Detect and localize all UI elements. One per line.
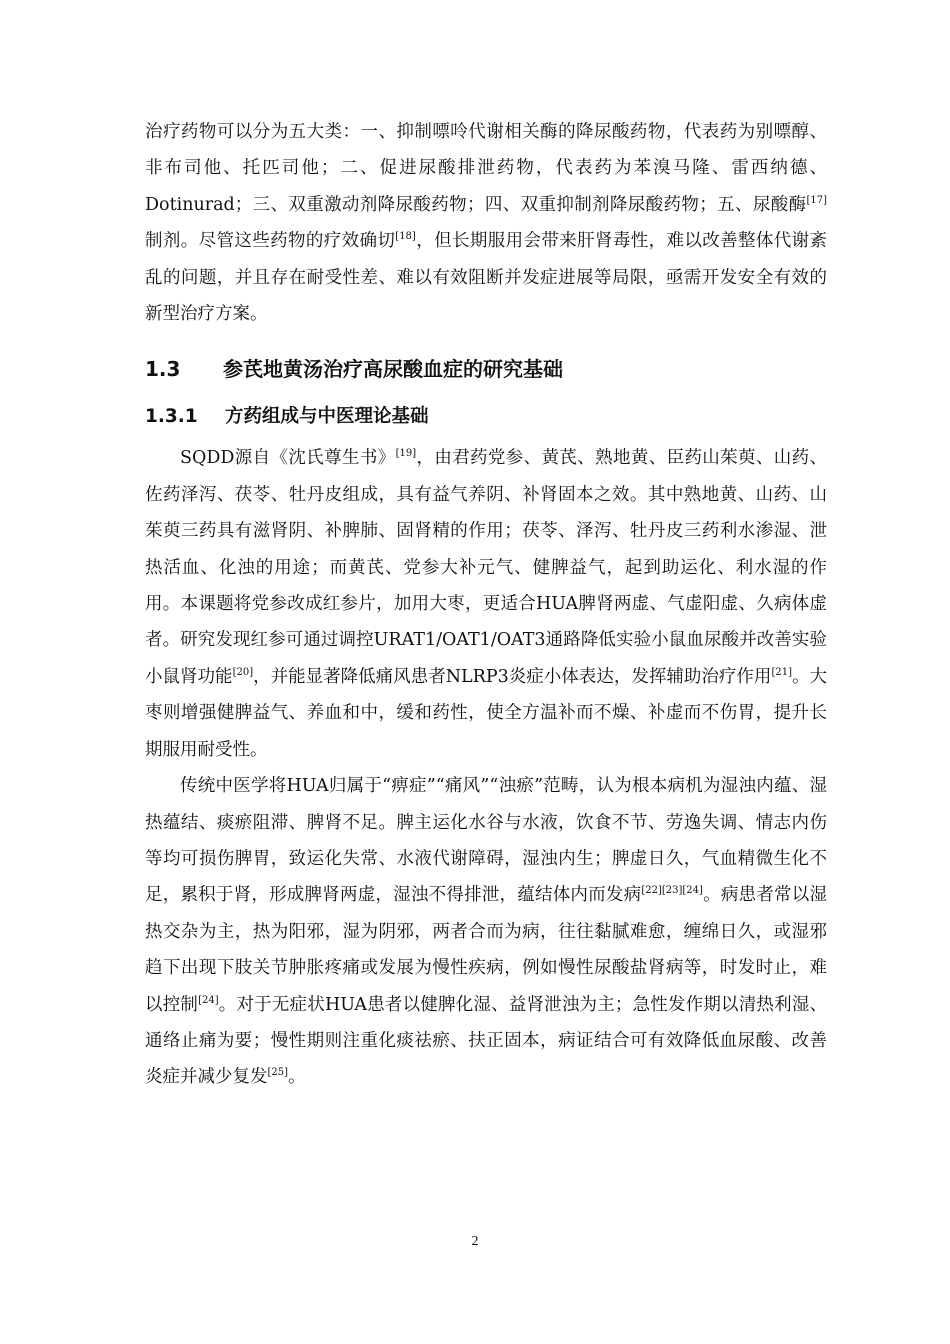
paragraph-formula-composition bbox=[145, 440, 827, 768]
citation-ref[interactable]: [17] bbox=[806, 194, 827, 206]
paragraph-text: 。对于无症状HUA患者以健脾化湿、益肾泄浊为主；急性发作期以清热利湿、通络止痛为要；慢性期则注重化痰祛瘀、扶正固本，病证结合可有效降低血尿酸、改善炎症并减少复发 bbox=[145, 994, 828, 1088]
section-heading-1-3 bbox=[145, 344, 827, 394]
subsection-title: 方药组成与中医理论基础 bbox=[225, 406, 429, 428]
citation-ref[interactable]: [19] bbox=[395, 448, 417, 460]
subsection-number: 1.3.1 bbox=[145, 406, 198, 428]
paragraph-text: 。病患者常以湿热交杂为主，热为阳邪，湿为阴邪，两者合而为病，往往黏腻难愈，缠绵日久，或湿邪趋下出现下肢关节肿胀疼痛或发展为慢性疾病，例如慢性尿酸盐肾病等，时发时止，难以控制 bbox=[145, 885, 828, 1015]
paragraph-text: ，由君药党参、黄芪、熟地黄、臣药山茱萸、山药、佐药泽泻、茯苓、牡丹皮组成，具有益气养阴、补肾固本之效。其中熟地黄、山药、山茱萸三药具有滋肾阴、补脾肺、固肾精的作用；茯苓、泽泻、牡丹皮三药利水渗湿、泄热活血、化浊的用途；而黄芪、党参大补元气、健脾益气，起到助运化、利水湿的作用。本课题将党参改成红参片，加用大枣，更适合HUA脾肾两虚、气虚阳虚、久病体虚者。研究发现红参可通过调控URAT1/OAT1/OAT3通路降低实验小鼠血尿酸并改善实验小鼠肾功能 bbox=[145, 448, 827, 687]
citation-ref[interactable]: [18] bbox=[395, 231, 416, 243]
paragraph-text: ，并能显著降低痛风患者NLRP3炎症小体表达，发挥辅助治疗作用 bbox=[253, 666, 772, 687]
citation-ref[interactable]: [20] bbox=[232, 666, 254, 678]
paragraph-text: 。 bbox=[288, 1067, 306, 1088]
paragraph-text: SQDD源自《沈氏尊生书》 bbox=[180, 448, 396, 469]
citation-ref[interactable]: [21] bbox=[771, 666, 792, 678]
citation-ref[interactable]: [22][23][24] bbox=[641, 885, 703, 897]
section-title: 参芪地黄汤治疗高尿酸血症的研究基础 bbox=[223, 357, 563, 382]
citation-ref[interactable]: [24] bbox=[198, 994, 219, 1006]
paragraph-text: 。大枣则增强健脾益气、养血和中，缓和药性，使全方温补而不燥、补虚而不伤胃，提升长期服用耐受性。 bbox=[145, 666, 827, 760]
paragraph-tcm-theory bbox=[145, 768, 827, 1096]
paragraph-drug-classes bbox=[145, 114, 827, 332]
paragraph-text: 治疗药物可以分为五大类：一、抑制嘌呤代谢相关酶的降尿酸药物，代表药为别嘌醇、非布司他、托匹司他；二、促进尿酸排泄药物，代表药为苯溴马隆、雷西纳德、Dotinurad；三、双重激动剂降尿酸药物；四、双重抑制剂降尿酸药物；五、尿酸酶 bbox=[145, 122, 827, 215]
page-body bbox=[145, 114, 827, 1096]
paragraph-text: 制剂。尽管这些药物的疗效确切 bbox=[145, 231, 396, 252]
paragraph-text: 传统中医学将HUA归属于“痹症”“痛风”“浊瘀”范畴，认为根本病机为湿浊内蕴、湿热蕴结、痰瘀阻滞、脾肾不足。脾主运化水谷与水液，饮食不节、劳逸失调、情志内伤等均可损伤脾胃，致运化失常、水液代谢障碍，湿浊内生；脾虚日久，气血精微生化不足，累积于肾，形成脾肾两虚，湿浊不得排泄，蕴结体内而发病 bbox=[145, 776, 827, 906]
subsection-heading-1-3-1 bbox=[145, 394, 827, 440]
paragraph-text: ，但长期服用会带来肝肾毒性，难以改善整体代谢紊乱的问题，并且存在耐受性差、难以有效阻断并发症进展等局限，亟需开发安全有效的新型治疗方案。 bbox=[145, 231, 828, 325]
citation-ref[interactable]: [25] bbox=[267, 1067, 289, 1079]
section-number: 1.3 bbox=[145, 357, 181, 382]
page-number: 2 bbox=[471, 1234, 479, 1249]
